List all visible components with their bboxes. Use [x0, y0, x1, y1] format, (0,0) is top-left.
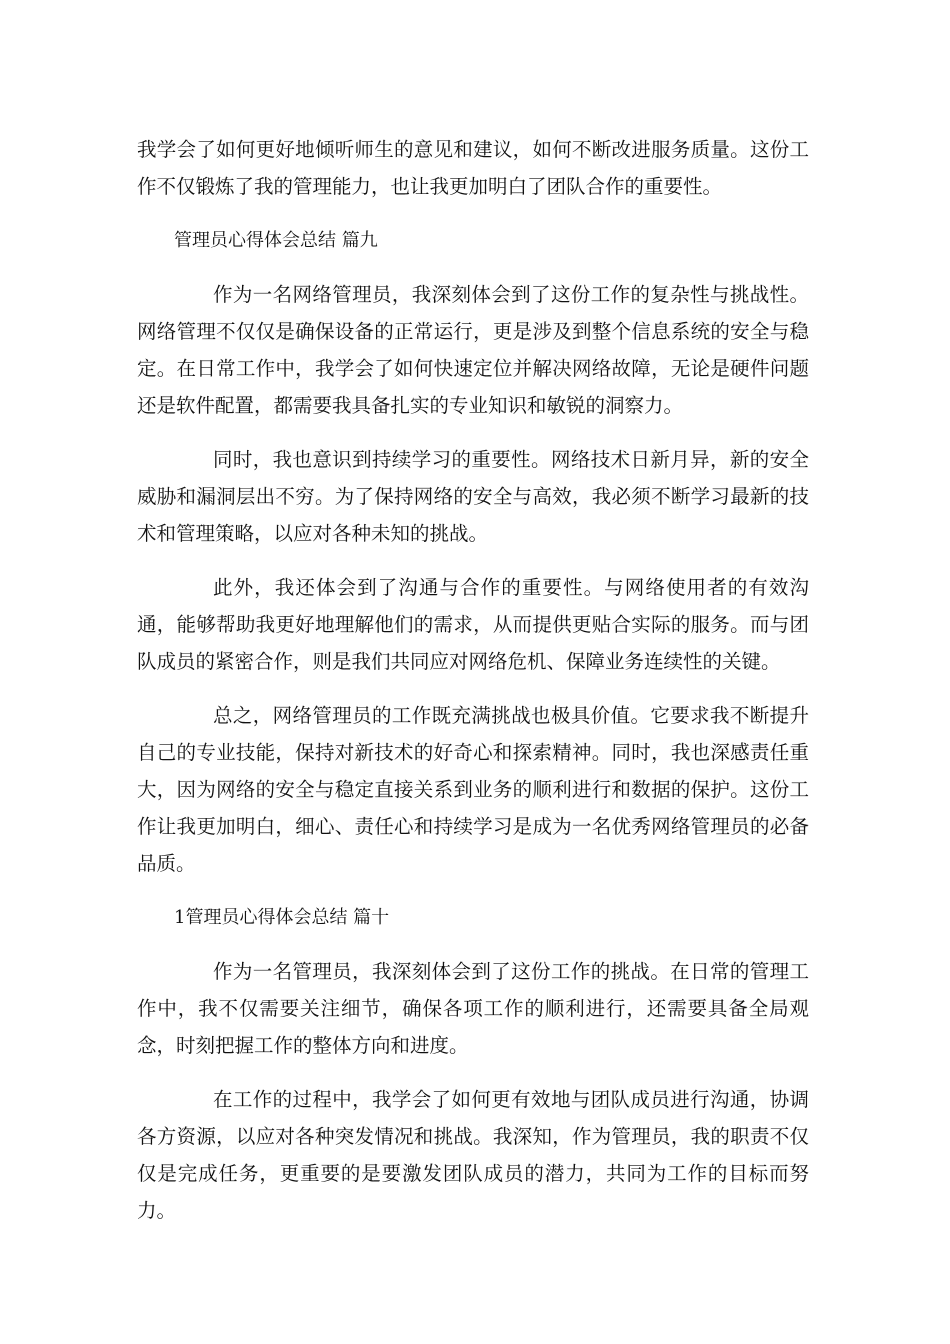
paragraph-continuous-learning: 同时，我也意识到持续学习的重要性。网络技术日新月异，新的安全威胁和漏洞层出不穷。为了保持网络的安全与高效，我必须不断学习最新的技术和管理策略，以应对各种未知的挑战。 — [137, 448, 809, 545]
paragraph-conclusion: 总之，网络管理员的工作既充满挑战也极具价值。它要求我不断提升自己的专业技能，保持对新技术的好奇心和探索精神。同时，我也深感责任重大，因为网络的安全与稳定直接关系到业务的顺利进行和数据的保护。这份工作让我更加明白，细心、责任心和持续学习是成为一名优秀网络管理员的必备品质。 — [137, 704, 809, 875]
paragraph-communication-cooperation: 此外，我还体会到了沟通与合作的重要性。与网络使用者的有效沟通，能够帮助我更好地理解他们的需求，从而提供更贴合实际的服务。而与团队成员的紧密合作，则是我们共同应对网络危机、保障业务连续性的关键。 — [137, 576, 809, 673]
paragraph-team-communication: 在工作的过程中，我学会了如何更有效地与团队成员进行沟通，协调各方资源，以应对各种突发情况和挑战。我深知，作为管理员，我的职责不仅仅是完成任务，更重要的是要激发团队成员的潜力，共同为工作的目标而努力。 — [137, 1088, 809, 1222]
section-heading-part-10: 1管理员心得体会总结 篇十 — [174, 907, 390, 928]
paragraph-admin-challenges: 作为一名管理员，我深刻体会到了这份工作的挑战。在日常的管理工作中，我不仅需要关注细节，确保各项工作的顺利进行，还需要具备全局观念，时刻把握工作的整体方向和进度。 — [137, 960, 809, 1057]
paragraph-network-admin-complexity: 作为一名网络管理员，我深刻体会到了这份工作的复杂性与挑战性。网络管理不仅仅是确保设备的正常运行，更是涉及到整个信息系统的安全与稳定。在日常工作中，我学会了如何快速定位并解决网络故障，无论是硬件问题还是软件配置，都需要我具备扎实的专业知识和敏锐的洞察力。 — [137, 283, 809, 417]
paragraph-intro-continuation: 我学会了如何更好地倾听师生的意见和建议，如何不断改进服务质量。这份工作不仅锻炼了我的管理能力，也让我更加明白了团队合作的重要性。 — [137, 138, 809, 198]
document-body — [137, 131, 809, 1229]
section-heading-part-9: 管理员心得体会总结 篇九 — [174, 230, 378, 251]
